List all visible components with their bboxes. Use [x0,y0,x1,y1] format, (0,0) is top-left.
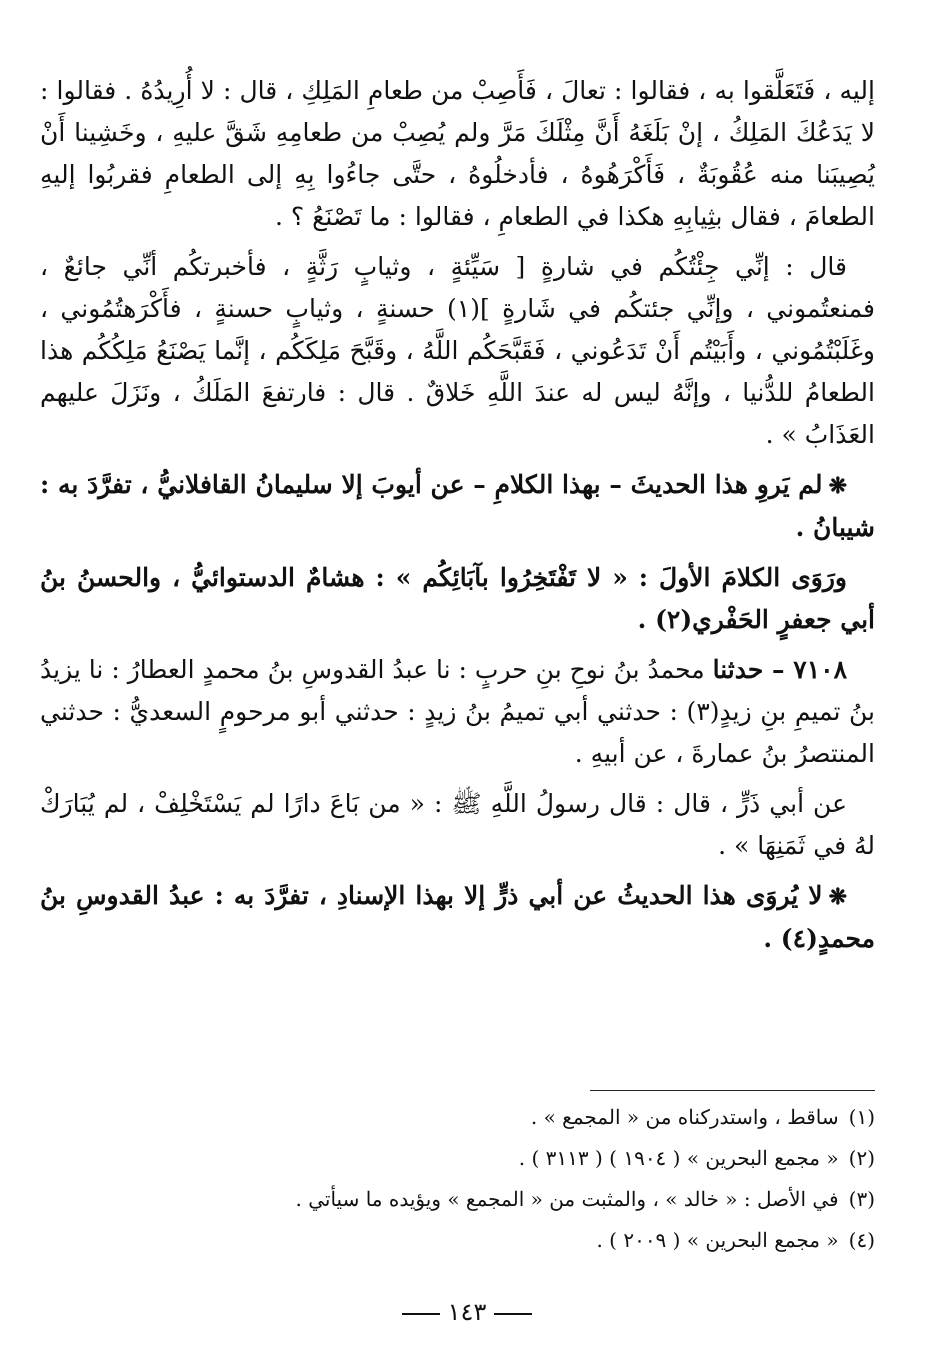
page-number-text: ١٤٣ [447,1298,487,1326]
paragraph-7 [40,875,875,960]
footnote-1 [40,1097,875,1138]
footnote-text: « مجمع البحرين » ( ١٩٠٤ ) ( ٣١١٣ ) . [518,1146,839,1170]
footnote-divider [590,1090,875,1091]
footnote-number: (٢) [848,1146,875,1170]
star-icon: ❋ [828,884,847,910]
paragraph-1: إليه ، فَتَعَلَّقوا به ، فقالوا : تعالَ ، فَأَصِبْ من طعامِ المَلِكِ ، قال : لا أُرِيدُهُ . فقالوا : لا يَدَعُكَ المَلِكُ ، إنْ بَلَغَهُ أَنَّ مِثْلَكَ مَرَّ ولم يُصِبْ من طعامِهِ شَقَّ عليهِ ، وخَشِينا أَنْ يُصِيبَنا منه عُقُوبَةٌ ، فَأَكْرَهُوهُ ، فأدخلُوهُ ، حتَّى جاءُوا بِهِ إلى الطعامِ فقربُوا إليهِ الطعامَ ، فقال بثِيابِهِ هكذا في الطعامِ ، فقالوا : ما تَصْنَعُ ؟ . [40,76,875,231]
paragraph-4: ورَوَى الكلامَ الأولَ : « لا تَفْتَخِرُوا بآبَائِكُم » : هشامٌ الدستوائيُّ ، والحسنُ بنُ أبي جعفرٍ الحَفْري(٢) . [40,563,875,634]
footnote-text: ساقط ، واستدركناه من « المجمع » . [530,1105,839,1129]
footnote-text: في الأصل : « خالد » ، والمثبت من « المجمع » ويؤيده ما سيأتي . [295,1187,839,1211]
footnote-number: (١) [848,1105,875,1129]
paragraph-5-text: محمدُ بنُ نوحِ بنِ حربٍ : نا عبدُ القدوسِ بنُ محمدٍ العطارُ : نا يزيدُ بنُ تميمِ بنِ زيدٍ(٣) : حدثني أبي تميمُ بنُ زيدٍ : حدثني أبو مرحومٍ السعديُّ : حدثني المنتصرُ بنُ عمارةَ ، عن أبيهِ . [40,655,875,768]
footnotes [40,1097,875,1261]
footnote-4 [40,1220,875,1261]
footnote-number: (٤) [848,1228,875,1252]
footnote-2 [40,1138,875,1179]
main-text [40,70,875,968]
paragraph-3-text: لم يَروِ هذا الحديثَ – بهذا الكلامِ – عن أيوبَ إلا سليمانُ القافلانيُّ ، تفرَّدَ به : شيبانُ . [40,470,875,542]
dash-decoration [402,1313,440,1315]
footnote-number: (٣) [848,1187,875,1211]
hadith-number-lead: ٧١٠٨ – حدثنا [712,655,847,684]
footnote-text: « مجمع البحرين » ( ٢٠٠٩ ) . [596,1228,839,1252]
star-icon: ❋ [828,473,847,499]
dash-decoration [494,1313,532,1315]
paragraph-2: قال : إنِّي جِئْتُكُم في شارةٍ [ سَيِّئةٍ ، وثيابٍ رَثَّةٍ ، فأخبرتكُم أنِّي جائعٌ ، فمنعتُموني ، وإنِّي جئتكُم في شَارةٍ ](١) حسنةٍ ، وثيابٍ حسنةٍ ، فأَكْرَهتُمُوني ، وغَلَبْتُمُوني ، وأَبَيْتُم أَنْ تَدَعُوني ، فَقَبَّحَكُم اللَّهُ ، وقَبَّحَ مَلِكَكُم ، إنَّما يَصْنَعُ مَلِكُكُم هذا الطعامُ للدُّنيا ، وإنَّهُ ليس له عندَ اللَّهِ خَلاقٌ . قال : فارتفعَ المَلَكُ ، ونَزَلَ عليهم العَذَابُ » . [40,252,875,449]
paragraph-6: عن أبي ذَرٍّ ، قال : قال رسولُ اللَّهِ ﷺ : « من بَاعَ دارًا لم يَسْتَخْلِفْ ، لم يُبَارَكْ لهُ في ثَمَنِهَا » . [40,789,875,860]
page-number [0,1298,934,1326]
paragraph-5 [40,649,875,775]
paragraph-7-text: لا يُروَى هذا الحديثُ عن أبي ذرٍّ إلا بهذا الإسنادِ ، تفرَّدَ به : عبدُ القدوسِ بنُ محمدٍ(٤) . [40,881,875,953]
footnote-3 [40,1179,875,1220]
paragraph-3 [40,464,875,549]
